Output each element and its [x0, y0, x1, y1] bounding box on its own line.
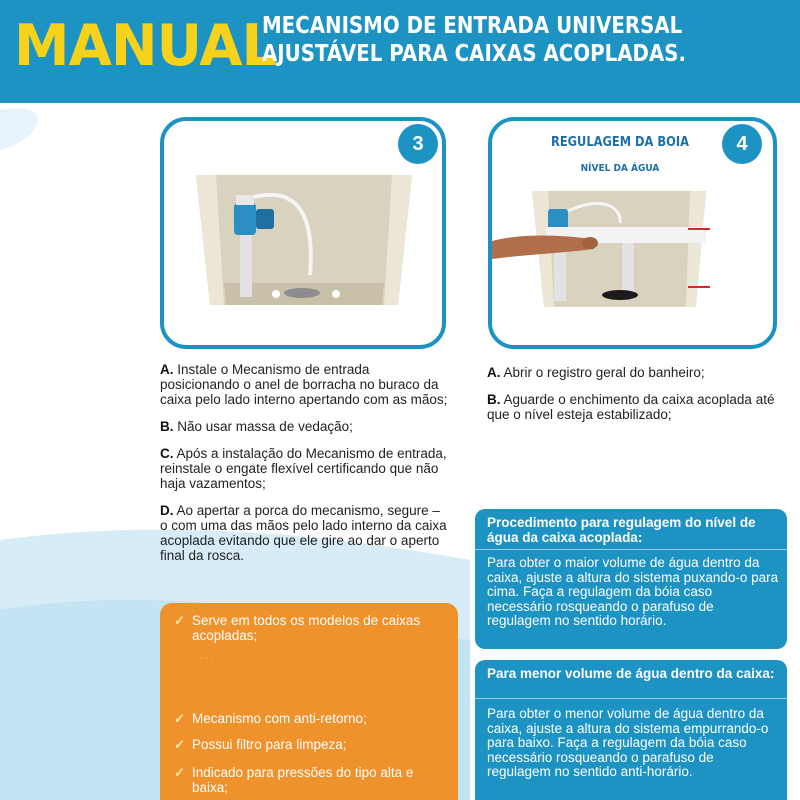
- step-number-badge: 3: [398, 124, 438, 164]
- step-number-badge: 4: [722, 124, 762, 164]
- check-icon: ✓: [174, 613, 185, 628]
- installation-instructions: [160, 362, 450, 575]
- tank-installation-illustration: [184, 165, 424, 315]
- float-adjustment-illustration: [492, 183, 773, 313]
- instruction-item: C. Após a instalação do Mecanismo de entrada, reinstale o engate flexível certificando que não haja vazamentos;: [160, 446, 447, 491]
- product-title-line-1: MECANISMO DE ENTRADA UNIVERSAL: [262, 13, 683, 39]
- divider: [475, 698, 787, 699]
- instruction-item: D. Ao apertar a porca do mecanismo, segure – o com uma das mãos pelo lado interno da caixa acoplada evitando que ele gire ao dar o aperto final da rosca.: [160, 503, 447, 563]
- adjustment-instructions: [487, 365, 777, 434]
- header-banner: [0, 0, 800, 103]
- feature-item: ✓ Serve em todos os modelos de caixas acopladas;: [174, 613, 421, 643]
- procedure-body: Para obter o maior volume de água dentro da caixa, ajuste a altura do sistema puxando-o para cima. Faça a regulagem da bóia caso necessário rosqueando o parafuso de regulagem no sentido horário.: [487, 555, 779, 629]
- check-icon: ✓: [174, 711, 185, 726]
- check-icon: ✓: [174, 737, 185, 752]
- instruction-item: B. Não usar massa de vedação;: [160, 419, 353, 434]
- check-icon: ✓: [174, 765, 185, 780]
- float-adjustment-title: REGULAGEM DA BOIA: [551, 135, 689, 150]
- product-title-line-2: AJUSTÁVEL PARA CAIXAS ACOPLADAS.: [262, 41, 687, 67]
- instruction-item: B. Aguarde o enchimento da caixa acoplada até que o nível esteja estabilizado;: [487, 392, 775, 422]
- feature-item: ✓ Mecanismo com anti-retorno;: [174, 711, 367, 726]
- feature-item: ✓ Possui filtro para limpeza;: [174, 737, 347, 752]
- divider: [475, 549, 787, 550]
- procedure-title: Para menor volume de água dentro da caixa:: [487, 666, 775, 681]
- instruction-item: A. Abrir o registro geral do banheiro;: [487, 365, 705, 380]
- feature-dots: . . .: [200, 651, 214, 662]
- product-title: [262, 12, 718, 68]
- procedure-body: Para obter o menor volume de água dentro da caixa, ajuste a altura do sistema empurrando-o para baixo. Faça a regulagem da bóia caso necessário rosqueando o parafuso de regulagem no sentido anti-horário.: [487, 706, 769, 780]
- features-box: [160, 603, 458, 800]
- procedure-title: Procedimento para regulagem do nível de água da caixa acoplada:: [487, 515, 756, 545]
- manual-title: MANUAL: [14, 13, 277, 79]
- procedure-box-lower-level: [475, 660, 787, 800]
- water-level-label: NÍVEL DA ÁGUA: [580, 163, 660, 174]
- instruction-item: A. Instale o Mecanismo de entrada posicionando o anel de borracha no buraco da caixa pelo lado interno apertando com as mãos;: [160, 362, 448, 407]
- feature-item: ✓ Indicado para pressões do tipo alta e baixa;: [174, 765, 414, 795]
- procedure-box-raise-level: [475, 509, 787, 649]
